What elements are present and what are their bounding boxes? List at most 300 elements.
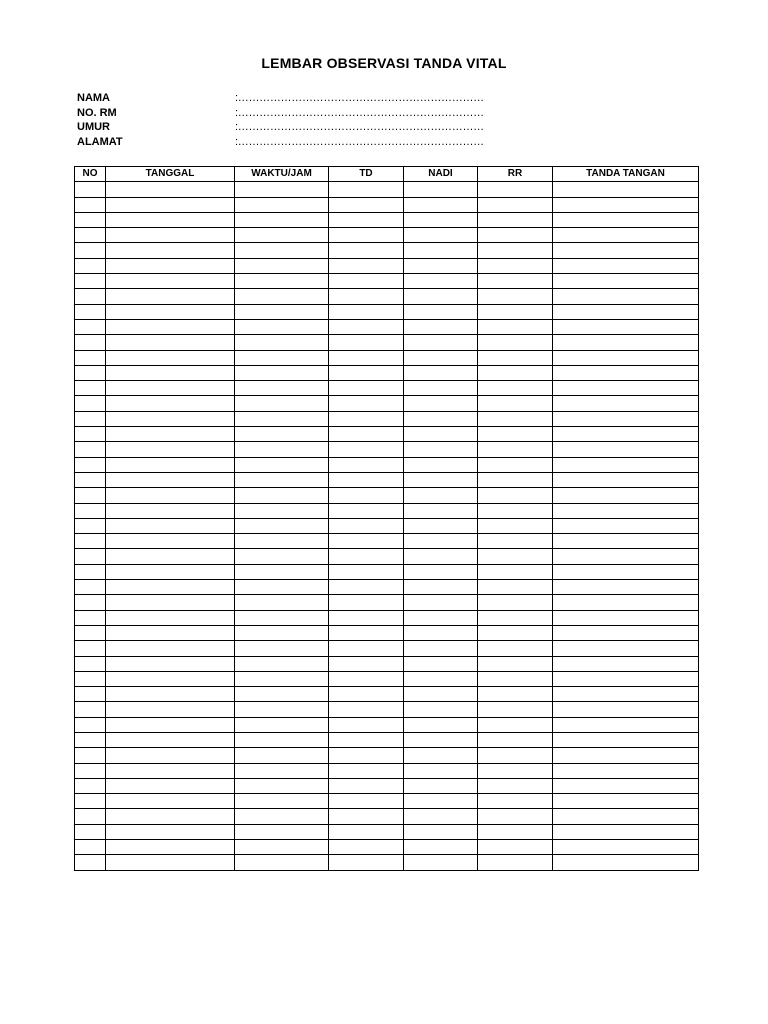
table-cell[interactable] [404, 488, 478, 503]
table-cell[interactable] [553, 335, 699, 350]
table-cell[interactable] [404, 411, 478, 426]
table-cell[interactable] [404, 840, 478, 855]
table-cell[interactable] [235, 671, 329, 686]
table-cell[interactable] [553, 717, 699, 732]
table-cell[interactable] [106, 595, 235, 610]
table-cell[interactable] [329, 687, 404, 702]
table-cell[interactable] [235, 258, 329, 273]
table-cell[interactable] [478, 488, 553, 503]
table-cell[interactable] [106, 580, 235, 595]
table-cell[interactable] [75, 503, 106, 518]
table-cell[interactable] [106, 809, 235, 824]
table-cell[interactable] [106, 350, 235, 365]
table-cell[interactable] [75, 442, 106, 457]
table-cell[interactable] [553, 702, 699, 717]
table-cell[interactable] [75, 258, 106, 273]
table-cell[interactable] [478, 656, 553, 671]
table-cell[interactable] [75, 763, 106, 778]
table-cell[interactable] [329, 304, 404, 319]
table-cell[interactable] [75, 243, 106, 258]
table-cell[interactable] [553, 671, 699, 686]
table-cell[interactable] [553, 855, 699, 870]
table-cell[interactable] [329, 243, 404, 258]
table-cell[interactable] [106, 732, 235, 747]
table-cell[interactable] [478, 794, 553, 809]
table-cell[interactable] [235, 411, 329, 426]
table-cell[interactable] [478, 274, 553, 289]
table-cell[interactable] [404, 228, 478, 243]
table-cell[interactable] [235, 442, 329, 457]
table-cell[interactable] [106, 855, 235, 870]
table-cell[interactable] [329, 824, 404, 839]
table-cell[interactable] [235, 778, 329, 793]
table-cell[interactable] [329, 732, 404, 747]
table-cell[interactable] [404, 656, 478, 671]
table-cell[interactable] [75, 350, 106, 365]
table-cell[interactable] [235, 595, 329, 610]
table-cell[interactable] [106, 503, 235, 518]
age-field[interactable]: :…………………………………………………………… [235, 121, 484, 133]
table-cell[interactable] [553, 809, 699, 824]
table-cell[interactable] [553, 258, 699, 273]
table-cell[interactable] [235, 274, 329, 289]
table-cell[interactable] [404, 212, 478, 227]
table-cell[interactable] [329, 534, 404, 549]
table-cell[interactable] [235, 304, 329, 319]
table-cell[interactable] [106, 702, 235, 717]
table-cell[interactable] [75, 625, 106, 640]
table-cell[interactable] [235, 840, 329, 855]
table-cell[interactable] [106, 840, 235, 855]
table-cell[interactable] [478, 534, 553, 549]
table-cell[interactable] [235, 687, 329, 702]
table-cell[interactable] [235, 732, 329, 747]
table-cell[interactable] [75, 564, 106, 579]
table-cell[interactable] [478, 457, 553, 472]
table-cell[interactable] [553, 625, 699, 640]
table-cell[interactable] [478, 350, 553, 365]
table-cell[interactable] [235, 641, 329, 656]
table-cell[interactable] [478, 809, 553, 824]
rm-field[interactable]: :…………………………………………………………… [235, 106, 484, 119]
table-cell[interactable] [404, 717, 478, 732]
table-cell[interactable] [404, 625, 478, 640]
table-cell[interactable] [404, 182, 478, 197]
table-cell[interactable] [75, 840, 106, 855]
table-cell[interactable] [478, 778, 553, 793]
table-cell[interactable] [235, 564, 329, 579]
table-cell[interactable] [106, 549, 235, 564]
table-cell[interactable] [478, 855, 553, 870]
table-cell[interactable] [106, 610, 235, 625]
table-cell[interactable] [478, 442, 553, 457]
table-cell[interactable] [75, 702, 106, 717]
table-cell[interactable] [106, 534, 235, 549]
table-cell[interactable] [404, 258, 478, 273]
table-cell[interactable] [106, 258, 235, 273]
table-cell[interactable] [235, 702, 329, 717]
table-cell[interactable] [553, 732, 699, 747]
table-cell[interactable] [553, 840, 699, 855]
table-cell[interactable] [478, 503, 553, 518]
table-cell[interactable] [106, 396, 235, 411]
table-cell[interactable] [235, 182, 329, 197]
table-cell[interactable] [404, 824, 478, 839]
table-cell[interactable] [106, 457, 235, 472]
table-cell[interactable] [75, 855, 106, 870]
table-cell[interactable] [404, 564, 478, 579]
table-cell[interactable] [235, 748, 329, 763]
table-cell[interactable] [553, 580, 699, 595]
table-cell[interactable] [235, 503, 329, 518]
table-cell[interactable] [235, 427, 329, 442]
table-cell[interactable] [106, 427, 235, 442]
table-cell[interactable] [553, 228, 699, 243]
table-cell[interactable] [404, 381, 478, 396]
table-cell[interactable] [235, 228, 329, 243]
table-cell[interactable] [478, 411, 553, 426]
table-cell[interactable] [329, 794, 404, 809]
table-cell[interactable] [235, 610, 329, 625]
table-cell[interactable] [329, 442, 404, 457]
table-cell[interactable] [478, 197, 553, 212]
table-cell[interactable] [553, 472, 699, 487]
table-cell[interactable] [75, 518, 106, 533]
table-cell[interactable] [75, 427, 106, 442]
table-cell[interactable] [478, 228, 553, 243]
table-cell[interactable] [75, 212, 106, 227]
table-cell[interactable] [404, 457, 478, 472]
table-cell[interactable] [404, 610, 478, 625]
table-cell[interactable] [553, 824, 699, 839]
table-cell[interactable] [75, 335, 106, 350]
table-cell[interactable] [75, 610, 106, 625]
table-cell[interactable] [553, 197, 699, 212]
table-cell[interactable] [553, 457, 699, 472]
table-cell[interactable] [404, 702, 478, 717]
table-cell[interactable] [553, 212, 699, 227]
table-cell[interactable] [478, 702, 553, 717]
table-cell[interactable] [404, 778, 478, 793]
table-cell[interactable] [478, 564, 553, 579]
table-cell[interactable] [235, 809, 329, 824]
table-cell[interactable] [75, 274, 106, 289]
table-cell[interactable] [106, 687, 235, 702]
name-field[interactable]: :…………………………………………………………… [235, 92, 484, 104]
table-cell[interactable] [329, 289, 404, 304]
table-cell[interactable] [329, 641, 404, 656]
table-cell[interactable] [478, 243, 553, 258]
table-cell[interactable] [478, 595, 553, 610]
table-cell[interactable] [329, 564, 404, 579]
table-cell[interactable] [106, 197, 235, 212]
table-cell[interactable] [329, 580, 404, 595]
table-cell[interactable] [553, 243, 699, 258]
table-cell[interactable] [329, 258, 404, 273]
table-cell[interactable] [235, 580, 329, 595]
table-cell[interactable] [75, 228, 106, 243]
table-cell[interactable] [404, 274, 478, 289]
table-cell[interactable] [553, 396, 699, 411]
table-cell[interactable] [75, 549, 106, 564]
table-cell[interactable] [235, 855, 329, 870]
table-cell[interactable] [478, 472, 553, 487]
table-cell[interactable] [235, 717, 329, 732]
table-cell[interactable] [553, 304, 699, 319]
table-cell[interactable] [478, 365, 553, 380]
table-cell[interactable] [478, 671, 553, 686]
table-cell[interactable] [75, 580, 106, 595]
table-cell[interactable] [404, 549, 478, 564]
table-cell[interactable] [75, 365, 106, 380]
table-cell[interactable] [404, 365, 478, 380]
table-cell[interactable] [329, 518, 404, 533]
table-cell[interactable] [329, 717, 404, 732]
table-cell[interactable] [329, 549, 404, 564]
table-cell[interactable] [75, 794, 106, 809]
table-cell[interactable] [75, 534, 106, 549]
table-cell[interactable] [404, 427, 478, 442]
table-cell[interactable] [106, 411, 235, 426]
table-cell[interactable] [553, 595, 699, 610]
table-cell[interactable] [329, 855, 404, 870]
table-cell[interactable] [329, 488, 404, 503]
table-cell[interactable] [329, 457, 404, 472]
table-cell[interactable] [553, 289, 699, 304]
table-cell[interactable] [106, 365, 235, 380]
table-cell[interactable] [478, 641, 553, 656]
table-cell[interactable] [329, 381, 404, 396]
table-cell[interactable] [478, 518, 553, 533]
table-cell[interactable] [478, 732, 553, 747]
table-cell[interactable] [235, 824, 329, 839]
table-cell[interactable] [329, 427, 404, 442]
table-cell[interactable] [235, 197, 329, 212]
table-cell[interactable] [106, 656, 235, 671]
table-cell[interactable] [235, 212, 329, 227]
table-cell[interactable] [329, 595, 404, 610]
table-cell[interactable] [235, 534, 329, 549]
table-cell[interactable] [404, 304, 478, 319]
table-cell[interactable] [329, 778, 404, 793]
table-cell[interactable] [329, 182, 404, 197]
table-cell[interactable] [75, 748, 106, 763]
table-cell[interactable] [75, 809, 106, 824]
table-cell[interactable] [75, 411, 106, 426]
table-cell[interactable] [75, 304, 106, 319]
table-cell[interactable] [478, 610, 553, 625]
table-cell[interactable] [235, 289, 329, 304]
table-cell[interactable] [75, 732, 106, 747]
table-cell[interactable] [75, 381, 106, 396]
table-cell[interactable] [553, 794, 699, 809]
table-cell[interactable] [553, 411, 699, 426]
table-cell[interactable] [478, 840, 553, 855]
table-cell[interactable] [404, 442, 478, 457]
table-cell[interactable] [235, 365, 329, 380]
table-cell[interactable] [106, 748, 235, 763]
table-cell[interactable] [404, 687, 478, 702]
table-cell[interactable] [106, 335, 235, 350]
table-cell[interactable] [404, 809, 478, 824]
table-cell[interactable] [106, 763, 235, 778]
table-cell[interactable] [329, 503, 404, 518]
table-cell[interactable] [106, 381, 235, 396]
table-cell[interactable] [329, 228, 404, 243]
table-cell[interactable] [329, 625, 404, 640]
table-cell[interactable] [329, 319, 404, 334]
table-cell[interactable] [404, 335, 478, 350]
table-cell[interactable] [553, 656, 699, 671]
table-cell[interactable] [404, 319, 478, 334]
table-cell[interactable] [75, 488, 106, 503]
table-cell[interactable] [553, 549, 699, 564]
table-cell[interactable] [106, 778, 235, 793]
table-cell[interactable] [553, 763, 699, 778]
table-cell[interactable] [404, 350, 478, 365]
table-cell[interactable] [553, 687, 699, 702]
table-cell[interactable] [235, 319, 329, 334]
table-cell[interactable] [478, 319, 553, 334]
table-cell[interactable] [404, 794, 478, 809]
table-cell[interactable] [478, 625, 553, 640]
table-cell[interactable] [75, 457, 106, 472]
table-cell[interactable] [106, 641, 235, 656]
table-cell[interactable] [75, 595, 106, 610]
table-cell[interactable] [329, 411, 404, 426]
table-cell[interactable] [404, 289, 478, 304]
table-cell[interactable] [106, 794, 235, 809]
table-cell[interactable] [478, 304, 553, 319]
table-cell[interactable] [235, 335, 329, 350]
table-cell[interactable] [75, 197, 106, 212]
table-cell[interactable] [404, 641, 478, 656]
table-cell[interactable] [478, 763, 553, 778]
table-cell[interactable] [404, 243, 478, 258]
table-cell[interactable] [75, 472, 106, 487]
table-cell[interactable] [478, 687, 553, 702]
table-cell[interactable] [329, 212, 404, 227]
table-cell[interactable] [553, 610, 699, 625]
table-cell[interactable] [106, 319, 235, 334]
table-cell[interactable] [553, 182, 699, 197]
table-cell[interactable] [478, 580, 553, 595]
table-cell[interactable] [235, 381, 329, 396]
table-cell[interactable] [235, 763, 329, 778]
table-cell[interactable] [75, 778, 106, 793]
table-cell[interactable] [106, 472, 235, 487]
table-cell[interactable] [106, 212, 235, 227]
table-cell[interactable] [329, 396, 404, 411]
table-cell[interactable] [329, 472, 404, 487]
table-cell[interactable] [404, 671, 478, 686]
table-cell[interactable] [329, 840, 404, 855]
table-cell[interactable] [553, 641, 699, 656]
table-cell[interactable] [75, 319, 106, 334]
table-cell[interactable] [553, 381, 699, 396]
table-cell[interactable] [404, 855, 478, 870]
table-cell[interactable] [478, 381, 553, 396]
table-cell[interactable] [75, 671, 106, 686]
table-cell[interactable] [478, 289, 553, 304]
table-cell[interactable] [553, 319, 699, 334]
table-cell[interactable] [478, 396, 553, 411]
table-cell[interactable] [106, 518, 235, 533]
table-cell[interactable] [75, 656, 106, 671]
table-cell[interactable] [75, 396, 106, 411]
table-cell[interactable] [553, 534, 699, 549]
table-cell[interactable] [553, 778, 699, 793]
table-cell[interactable] [404, 595, 478, 610]
table-cell[interactable] [106, 289, 235, 304]
table-cell[interactable] [235, 396, 329, 411]
table-cell[interactable] [553, 503, 699, 518]
table-cell[interactable] [329, 365, 404, 380]
table-cell[interactable] [553, 365, 699, 380]
table-cell[interactable] [106, 564, 235, 579]
table-cell[interactable] [404, 503, 478, 518]
table-cell[interactable] [75, 824, 106, 839]
table-cell[interactable] [404, 518, 478, 533]
table-cell[interactable] [235, 656, 329, 671]
address-field[interactable]: :…………………………………………………………… [235, 135, 484, 148]
table-cell[interactable] [553, 488, 699, 503]
table-cell[interactable] [235, 472, 329, 487]
table-cell[interactable] [235, 243, 329, 258]
table-cell[interactable] [235, 794, 329, 809]
table-cell[interactable] [106, 274, 235, 289]
table-cell[interactable] [329, 274, 404, 289]
table-cell[interactable] [75, 641, 106, 656]
table-cell[interactable] [329, 809, 404, 824]
table-cell[interactable] [404, 732, 478, 747]
table-cell[interactable] [235, 350, 329, 365]
table-cell[interactable] [329, 335, 404, 350]
table-cell[interactable] [553, 350, 699, 365]
table-cell[interactable] [106, 442, 235, 457]
table-cell[interactable] [106, 488, 235, 503]
table-cell[interactable] [235, 625, 329, 640]
table-cell[interactable] [404, 763, 478, 778]
table-cell[interactable] [106, 182, 235, 197]
table-cell[interactable] [553, 564, 699, 579]
table-cell[interactable] [478, 258, 553, 273]
table-cell[interactable] [404, 534, 478, 549]
table-cell[interactable] [478, 748, 553, 763]
table-cell[interactable] [553, 427, 699, 442]
table-cell[interactable] [75, 687, 106, 702]
table-cell[interactable] [235, 488, 329, 503]
table-cell[interactable] [404, 396, 478, 411]
table-cell[interactable] [553, 518, 699, 533]
table-cell[interactable] [478, 335, 553, 350]
table-cell[interactable] [404, 472, 478, 487]
table-cell[interactable] [106, 243, 235, 258]
table-cell[interactable] [478, 212, 553, 227]
table-cell[interactable] [553, 274, 699, 289]
table-cell[interactable] [478, 824, 553, 839]
table-cell[interactable] [75, 289, 106, 304]
table-cell[interactable] [235, 518, 329, 533]
table-cell[interactable] [553, 442, 699, 457]
table-cell[interactable] [329, 656, 404, 671]
table-cell[interactable] [329, 610, 404, 625]
table-cell[interactable] [404, 748, 478, 763]
table-cell[interactable] [75, 182, 106, 197]
table-cell[interactable] [478, 549, 553, 564]
table-cell[interactable] [478, 182, 553, 197]
table-cell[interactable] [329, 197, 404, 212]
